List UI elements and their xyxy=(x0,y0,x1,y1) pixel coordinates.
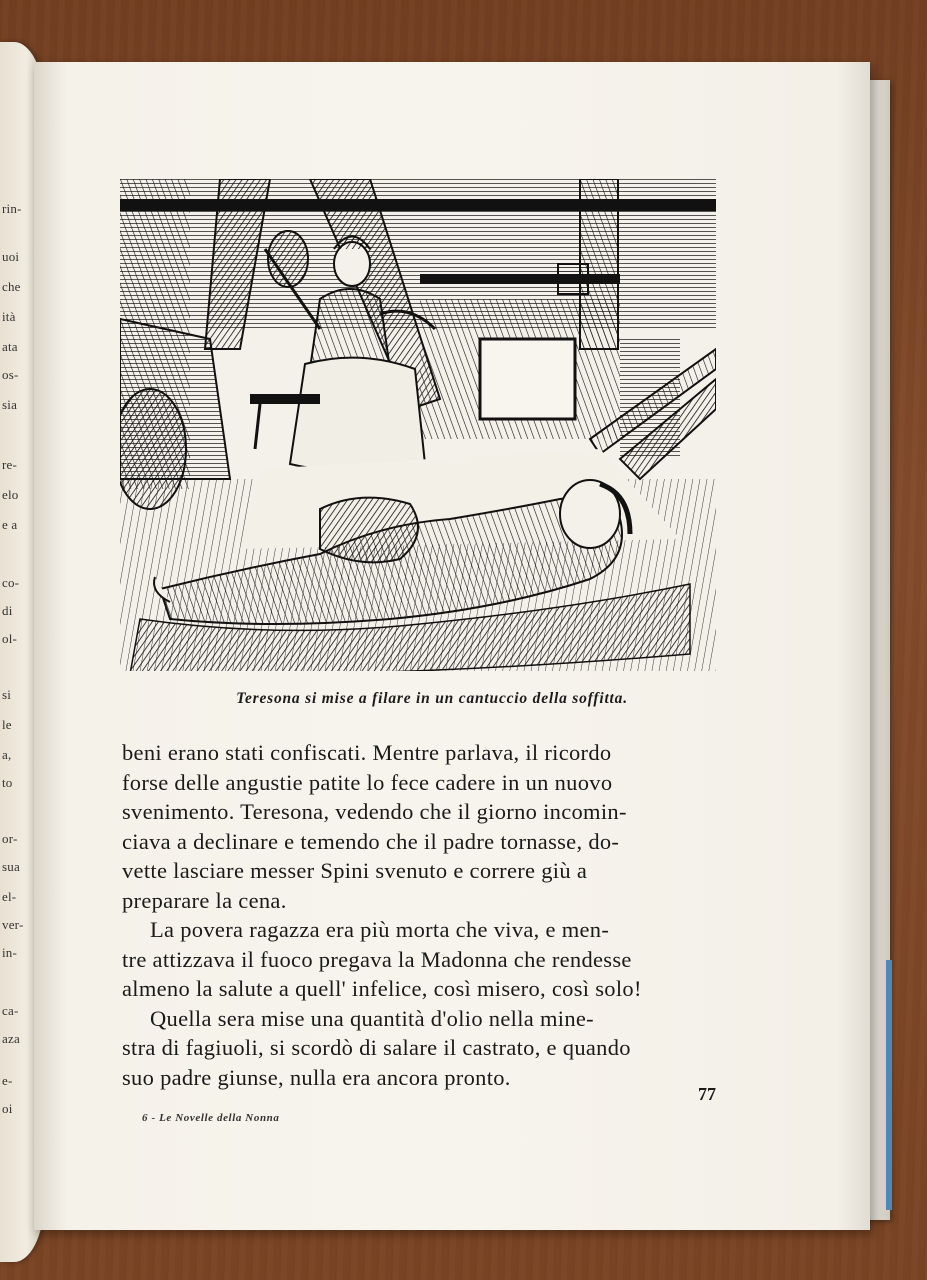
text-line: vette lasciare messer Spini svenuto e correre giù a xyxy=(122,858,588,883)
left-page-fragment: e- xyxy=(2,1073,13,1088)
footer-signature: 6 - Le Novelle della Nonna xyxy=(142,1112,280,1124)
body-text xyxy=(122,738,742,1092)
text-line: preparare la cena. xyxy=(122,887,287,913)
left-page-fragment: ca- xyxy=(2,1003,19,1018)
book-page xyxy=(34,62,870,1230)
left-page-fragment: si xyxy=(2,687,12,702)
engraving-drawing xyxy=(120,179,716,671)
left-page-fragment: di xyxy=(2,603,13,618)
text-line: La povera ragazza era più morta che viva, e men- xyxy=(150,917,610,942)
left-page-fragment: in- xyxy=(2,945,18,960)
illustration-caption: Teresona si mise a filare in un cantuccio della soffitta. xyxy=(236,690,628,707)
left-page-fragment: ver- xyxy=(2,917,24,932)
left-page-fragment: rin- xyxy=(2,201,22,216)
left-page-fragment: che xyxy=(2,279,21,294)
left-page-fragment: le xyxy=(2,717,12,732)
left-page-fragment: e a xyxy=(2,517,18,532)
left-page-fragment: aza xyxy=(2,1031,20,1046)
left-page-fragment: sia xyxy=(2,397,18,412)
bookmark-edge xyxy=(886,960,892,1210)
left-page-fragment: sua xyxy=(2,859,20,874)
left-page-fragment: ità xyxy=(2,309,16,324)
left-page-fragment: os- xyxy=(2,367,19,382)
text-line: stra di fagiuoli, si scordò di salare il castrato, e quando xyxy=(122,1035,631,1060)
text-line: Quella sera mise una quantità d'olio nella mine- xyxy=(150,1005,594,1031)
left-page-fragment: co- xyxy=(2,575,20,590)
left-page-fragment: to xyxy=(2,775,13,790)
text-line: svenimento. Teresona, vedendo che il giorno incomin- xyxy=(122,799,627,824)
text-line: tre attizzava il fuoco pregava la Madonna che rendesse xyxy=(122,946,632,972)
text-line: suo padre giunse, nulla era ancora pronto. xyxy=(122,1064,511,1090)
text-line: ciava a declinare e temendo che il padre tornasse, do- xyxy=(122,828,620,854)
attic-illustration xyxy=(120,179,716,671)
left-page-fragment: a, xyxy=(2,747,12,762)
text-line: almeno la salute a quell' infelice, così misero, così solo! xyxy=(122,976,642,1001)
left-page-fragment: re- xyxy=(2,457,18,472)
left-page-fragment: uoi xyxy=(2,249,20,264)
left-page-fragment: or- xyxy=(2,831,18,846)
left-page-fragment: elo xyxy=(2,487,19,502)
text-line: beni erano stati confiscati. Mentre parlava, il ricordo xyxy=(122,740,612,765)
page-number: 77 xyxy=(698,1084,716,1104)
left-page-fragment: ol- xyxy=(2,631,18,646)
left-page-fragment: el- xyxy=(2,889,17,904)
left-page-fragment: ata xyxy=(2,339,18,354)
text-line: forse delle angustie patite lo fece cadere in un nuovo xyxy=(122,769,613,795)
left-page-fragment: oi xyxy=(2,1101,13,1116)
